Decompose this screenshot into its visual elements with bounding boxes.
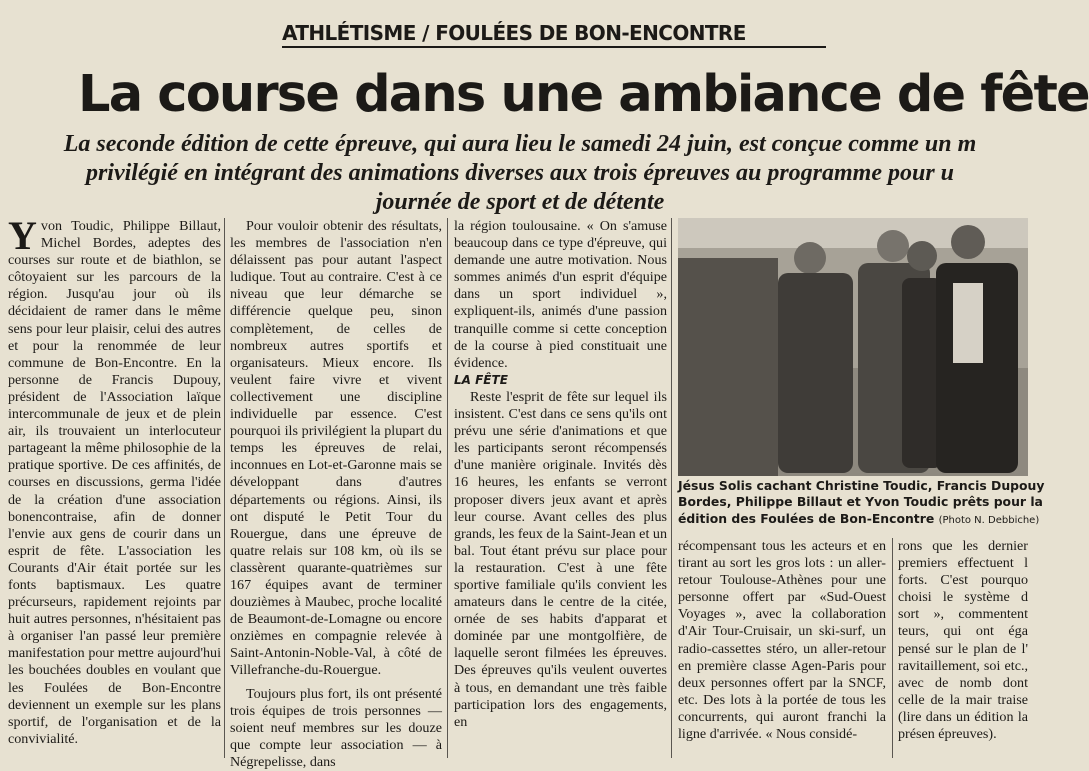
column-4 <box>678 538 886 743</box>
standfirst <box>0 130 1040 217</box>
kicker: ATHLÉTISME / FOULÉES DE BON-ENCONTRE <box>282 20 826 48</box>
standfirst-line: La seconde édition de cette épreuve, qui aura lieu le samedi 24 juin, est conçue comme un m <box>63 131 977 157</box>
column-5 <box>898 538 1028 743</box>
photo-caption <box>678 478 1045 529</box>
column-1-text: von Toudic, Philippe Billaut, Michel Bordes, adeptes des courses sur route et de biathlon, se côtoyaient sur les parcours de la région. Jusqu'au jour où ils décidaient de ramer dans le même sens pour leur plaisir, celui des autres et pour la renommée de leur commune de Bon-Encontre. En la personne de Francis Dupouy, président de l'Association laïque intercommunale de jeux et de plein air, ils trouvaient un interlocuteur partageant la même philosophie de la pratique sportive. De ces affinités, de courses en discussions, germa l'idée de la création d'une association bonencontraise, afin de donner l'envie aux gens de courir dans un esprit de fête. L'association les Courants d'Air était portée sur les fonts baptismaux. Les quatre précurseurs, rapidement rejoints par huit autres personnes, n'hésitaient pas à organiser l'an passé leur première manifestation pour mettre aujourd'hui les bouchées doubles en voulant que les Foulées de Bon-Encontre deviennent un exemple sur les plans sportif, de l'organisation et de la convivialité. <box>8 218 221 747</box>
caption-line: édition des Foulées de Bon-Encontre <box>678 510 935 526</box>
photo-credit: (Photo N. Debbiche) <box>938 514 1040 526</box>
standfirst-line: privilégié en intégrant des animations diverses aux trois épreuves au programme pour u <box>85 160 955 186</box>
column-2 <box>230 218 442 771</box>
column-3 <box>454 218 667 731</box>
paragraph: récompensant tous les acteurs et en tirant au sort les gros lots : un aller-retour Toulouse-Athènes pour une personne offert par «Sud-Ouest Voyages », avec la collaboration d'Air Tour-Cruisair, un ski-surf, un radio-cassettes stéro, un aller-retour en première classe Agen-Paris pour deux personnes offert par la SNCF, etc. Des lots à la portée de tous les concurrents, qui auront franchi la ligne d'arrivée. « Nous considé- <box>678 538 886 743</box>
headline: La course dans une ambiance de fête <box>78 65 1089 124</box>
paragraph: Reste l'esprit de fête sur lequel ils insistent. C'est dans ce sens qu'ils ont prévu une série d'animations et que les participants seront récompensés d'une manière originale. Invités dès 16 heures, les enfants se verront proposer divers jeux avant et après leur course. Avant celles des plus grands, les feux de la Saint-Jean et un bal. Tout étant prévu sur place pour la restauration. C'est à une fête sportive familiale qu'ils convient les amateurs dans le centre de la citée, ornée de ses habits d'apparat et dominée par une montgolfière, de laquelle seront filmées les épreuves. Des épreuves qu'ils veulent ouvertes à tous, en demandant une très faible participation lors des engagements, en <box>454 388 667 730</box>
column-rule <box>447 218 448 758</box>
column-rule <box>892 538 893 758</box>
caption-line: Jésus Solis cachant Christine Toudic, Francis Dupouy <box>678 478 1045 493</box>
column-rule <box>671 218 672 758</box>
drop-cap: Y <box>8 213 37 258</box>
photo <box>678 218 1028 476</box>
column-rule <box>224 218 225 758</box>
caption-line: Bordes, Philippe Billaut et Yvon Toudic prêts pour la <box>678 494 1043 510</box>
standfirst-line: journée de sport et de détente <box>375 189 665 215</box>
photo-image <box>678 218 1028 476</box>
paragraph: Pour vouloir obtenir des résultats, les membres de l'association n'en délaissent pas pour autant l'aspect ludique. Tout au contraire. C'est à ce niveau que leur démarche se différencie quelque peu, sinon complètement, de celles de nombreux autres sportifs et organisateurs. Mieux encore. Ils veulent faire vivre et vivent collectivement une discipline individuelle par essence. C'est pourquoi ils privilégient la plupart du temps les épreuves de relai, inconnues en Lot-et-Garonne mais se développant dans d'autres départements ou régions. Ainsi, ils ont disputé le Petit Tour du Rouergue, dans une épreuve de quatre relais sur 108 km, où ils se classèrent quarante-quatrièmes sur 167 équipes avant de terminer douzièmes à Maubec, proche localité de Beaumont-de-Lomagne ou encore onzièmes en compagnie relevée à Saint-Antonin-Noble-Val, à côté de Villefranche-du-Rouergue. <box>230 218 442 679</box>
section-subhead: LA FÊTE <box>454 372 508 387</box>
paragraph: la région toulousaine. « On s'amuse beaucoup dans ce type d'épreuve, qui demande une autre motivation. Nous sommes animés d'un esprit d'équipe dans un sport individuel », expliquent-ils, animés d'une passion tranquille comme si cette conception de la course à pied constituait une évidence. <box>454 218 667 371</box>
paragraph: Toujours plus fort, ils ont présenté trois équipes de trois personnes — soient neuf membres sur les douze que compte leur association — à Négrepelisse, dans <box>230 685 442 770</box>
column-1 <box>8 213 221 748</box>
paragraph: rons que les dernier premiers effectuent l forts. C'est pourquo choisi le système d sort », commentent teurs, qui ont éga pensé sur le plan de l' ravitaillement, soi etc., avec de nomb dont celle de la mair traise (lire dans un édition la présen épreuves). <box>898 538 1028 743</box>
